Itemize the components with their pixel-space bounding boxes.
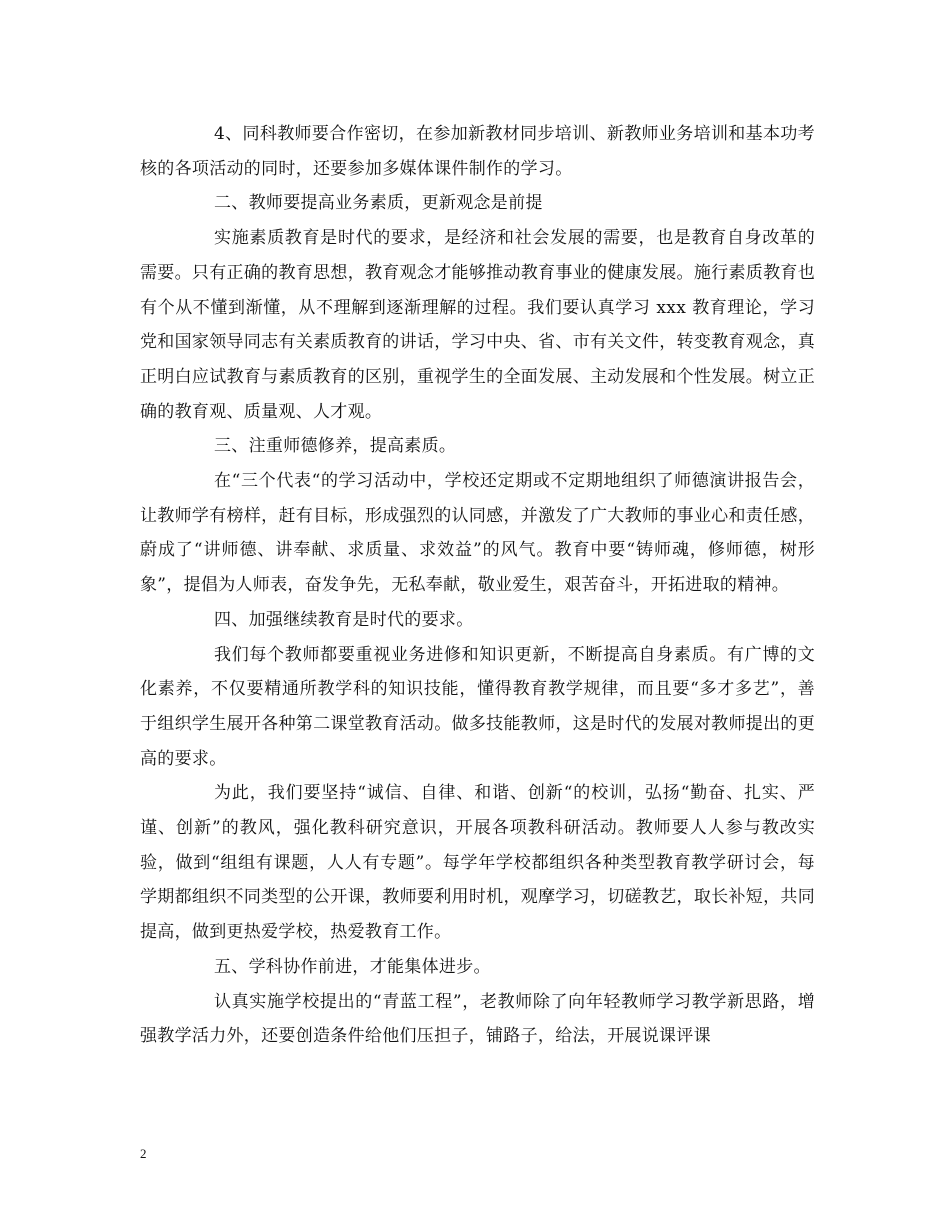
paragraph-quality-education: 实施素质教育是时代的要求，是经济和社会发展的需要，也是教育自身改革的需要。只有正确的教育思想，教育观念才能够推动教育事业的健康发展。施行素质教育也有个从不懂到渐懂，从不理解到逐渐理解的过程。我们要认真学习 xxx 教育理论，学习党和国家领导同志有关素质教育的讲话，学习中央、省、市有关文件，转变教育观念，真正明白应试教育与素质教育的区别，重视学生的全面发展、主动发展和个性发展。树立正确的教育观、质量观、人才观。 bbox=[140, 228, 815, 422]
paragraph-collaboration: 4、同科教师要合作密切，在参加新教材同步培训、新教师业务培训和基本功考核的各项活动的同时，还要参加多媒体课件制作的学习。 bbox=[140, 124, 815, 179]
paragraph-qinglan-project: 认真实施学校提出的“青蓝工程”，老教师除了向年轻教师学习教学新思路，增强教学活力外，还要创造条件给他们压担子，铺路子，给法，开展说课评课 bbox=[140, 991, 815, 1047]
page-number: 2 bbox=[140, 1146, 147, 1161]
section-heading-5: 五、学科协作前进，才能集体进步。 bbox=[214, 956, 491, 977]
section-heading-2: 二、教师要提高业务素质，更新观念是前提 bbox=[214, 193, 543, 214]
paragraph-teacher-ethics: 在“三个代表“的学习活动中，学校还定期或不定期地组织了师德演讲报告会，让教师学有榜样，赶有目标，形成强烈的认同感，并激发了广大教师的事业心和责任感，蔚成了“讲师德、讲奉献、求质量、求效益”的风气。教育中要“铸师魂，修师德，树形象”，提倡为人师表，奋发争先，无私奉献，敬业爱生，艰苦奋斗，开拓进取的精神。 bbox=[140, 471, 815, 596]
document-body bbox=[140, 117, 815, 1054]
section-heading-4: 四、加强继续教育是时代的要求。 bbox=[214, 609, 474, 630]
paragraph-school-motto: 为此，我们要坚持“诚信、自律、和谐、创新“的校训，弘扬“勤奋、扎实、严谨、创新”的教风，强化教科研究意识，开展各项教科研活动。教师要人人参与教改实验，做到“组组有课题，人人有专题”。每学年学校都组织各种类型教育教学研讨会，每学期都组织不同类型的公开课，教师要利用时机，观摩学习，切磋教艺，取长补短，共同提高，做到更热爱学校，热爱教育工作。 bbox=[140, 783, 815, 943]
paragraph-continuing-education: 我们每个教师都要重视业务进修和知识更新，不断提高自身素质。有广博的文化素养，不仅要精通所教学科的知识技能，懂得教育教学规律，而且要“多才多艺”，善于组织学生展开各种第二课堂教育活动。做多技能教师，这是时代的发展对教师提出的更高的要求。 bbox=[140, 644, 815, 769]
section-heading-3: 三、注重师德修养，提高素质。 bbox=[214, 436, 457, 457]
